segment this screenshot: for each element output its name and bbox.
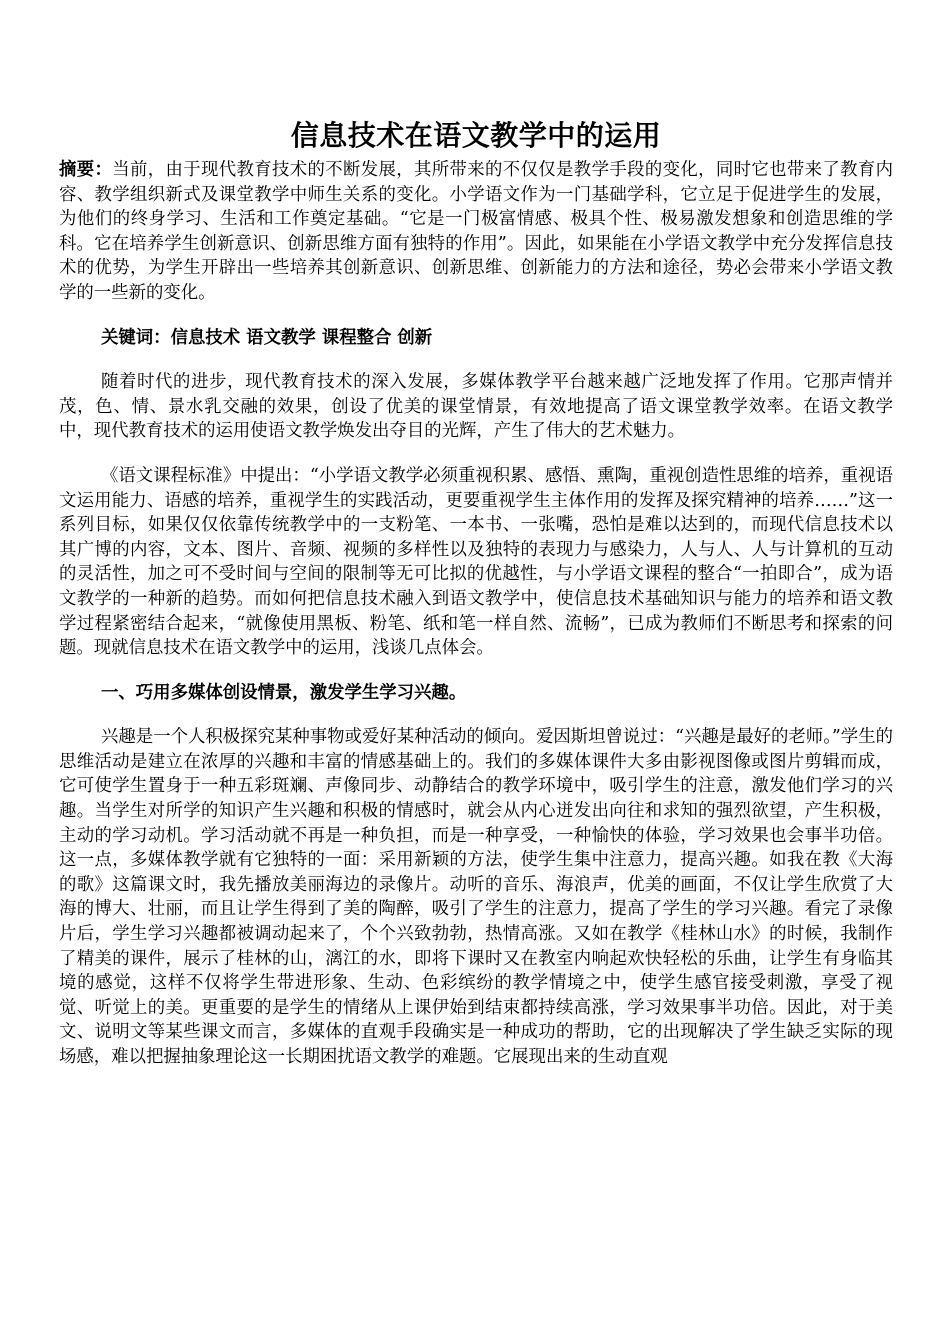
body-paragraph-3: 兴趣是一个人积极探究某种事物或爱好某种活动的倾向。爱因斯坦曾说过：“兴趣是最好的老师。”学生的思维活动是建立在浓厚的兴趣和丰富的情感基础上的。我们的多媒体课件大多由影视图像或图片剪辑而成，它可使学生置身于一种五彩斑斓、声像同步、动静结合的教学环境中，吸引学生的注意，激发他们学习的兴趣。当学生对所学的知识产生兴趣和积极的情感时，就会从内心迸发出向往和求知的强烈欲望，产生积极，主动的学习动机。学习活动就不再是一种负担，而是一种享受，一种愉快的体验，学习效果也会事半功倍。这一点，多媒体教学就有它独特的一面：采用新颖的方法，使学生集中注意力，提高兴趣。如我在教《大海的歌》这篇课文时，我先播放美丽海边的录像片。动听的音乐、海浪声，优美的画面，不仅让学生欣赏了大海的博大、壮丽，而且让学生得到了美的陶醉，吸引了学生的注意力，提高了学生的学习兴趣。看完了录像片后，学生学习兴趣都被调动起来了，个个兴致勃勃，热情高涨。又如在教学《桂林山水》的时候，我制作了精美的课件，展示了桂林的山，漓江的水，即将下课时又在教室内响起欢快轻松的乐曲，让学生有身临其境的感觉，这样不仅将学生带进形象、生动、色彩缤纷的教学情境之中，使学生感官接受刺激，享受了视觉、听觉上的美。更重要的是学生的情绪从上课伊始到结束都持续高涨，学习效果事半功倍。因此，对于美文、说明文等某些课文而言，多媒体的直观手段确实是一种成功的帮助，它的出现解决了学生缺乏实际的现场感，难以把握抽象理论这一长期困扰语文教学的难题。它展现出来的生动直观 <box>59 727 893 1067</box>
abstract-text: 当前，由于现代教育技术的不断发展，其所带来的不仅仅是教学手段的变化，同时它也带来了教育内容、教学组织新式及课堂教学中师生关系的变化。小学语文作为一门基础学科，它立足于促进学生的发展，为他们的终身学习、生活和工作奠定基础。“它是一门极富情感、极具个性、极易激发想象和创造思维的学科。它在培养学生创新意识、创新思维方面有独特的作用”。因此，如果能在小学语文教学中充分发挥信息技术的优势，为学生开辟出一些培养其创新意识、创新思维、创新能力的方法和途径，势必会带来小学语文教学的一些新的变化。 <box>59 160 893 303</box>
paragraph-gap <box>59 444 893 464</box>
section-heading: 一、巧用多媒体创设情景，激发学生学习兴趣。 <box>101 682 467 703</box>
body-paragraph-2: 《语文课程标准》中提出：“小学语文教学必须重视积累、感悟、熏陶，重视创造性思维的培养，重视语文运用能力、语感的培养，重视学生的实践活动，更要重视学生主体作用的发挥及探究精神的培养……”这一系列目标，如果仅仅依靠传统教学中的一支粉笔、一本书、一张嘴，恐怕是难以达到的，而现代信息技术以其广博的内容，文本、图片、音频、视频的多样性以及独特的表现力与感染力，人与人、人与计算机的互动的灵活性，加之可不受时间与空间的限制等无可比拟的优越性，与小学语文课程的整合“一拍即合”，成为语文教学的一种新的趋势。而如何把信息技术融入到语文教学中，使信息技术基础知识与能力的培养和语文教学过程紧密结合起来，“就像使用黑板、粉笔、纸和笔一样自然、流畅”，已成为教师们不断思考和探索的问题。现就信息技术在语文教学中的运用，浅谈几点体会。 <box>59 465 893 659</box>
keywords-line: 关键词：信息技术 语文教学 课程整合 创新 <box>101 327 433 348</box>
abstract-paragraph <box>59 158 893 306</box>
body-paragraph-1: 随着时代的进步，现代教育技术的深入发展，多媒体教学平台越来越广泛地发挥了作用。它那声情并茂，色、情、景水乳交融的效果，创设了优美的课堂情景，有效地提高了语文课堂教学效率。在语文教学中，现代教育技术的运用使语文教学焕发出夺目的光辉，产生了伟大的艺术魅力。 <box>59 372 893 442</box>
document-page <box>59 118 893 1070</box>
abstract-label: 摘要： <box>59 160 113 180</box>
document-title: 信息技术在语文教学中的运用 <box>290 119 662 152</box>
